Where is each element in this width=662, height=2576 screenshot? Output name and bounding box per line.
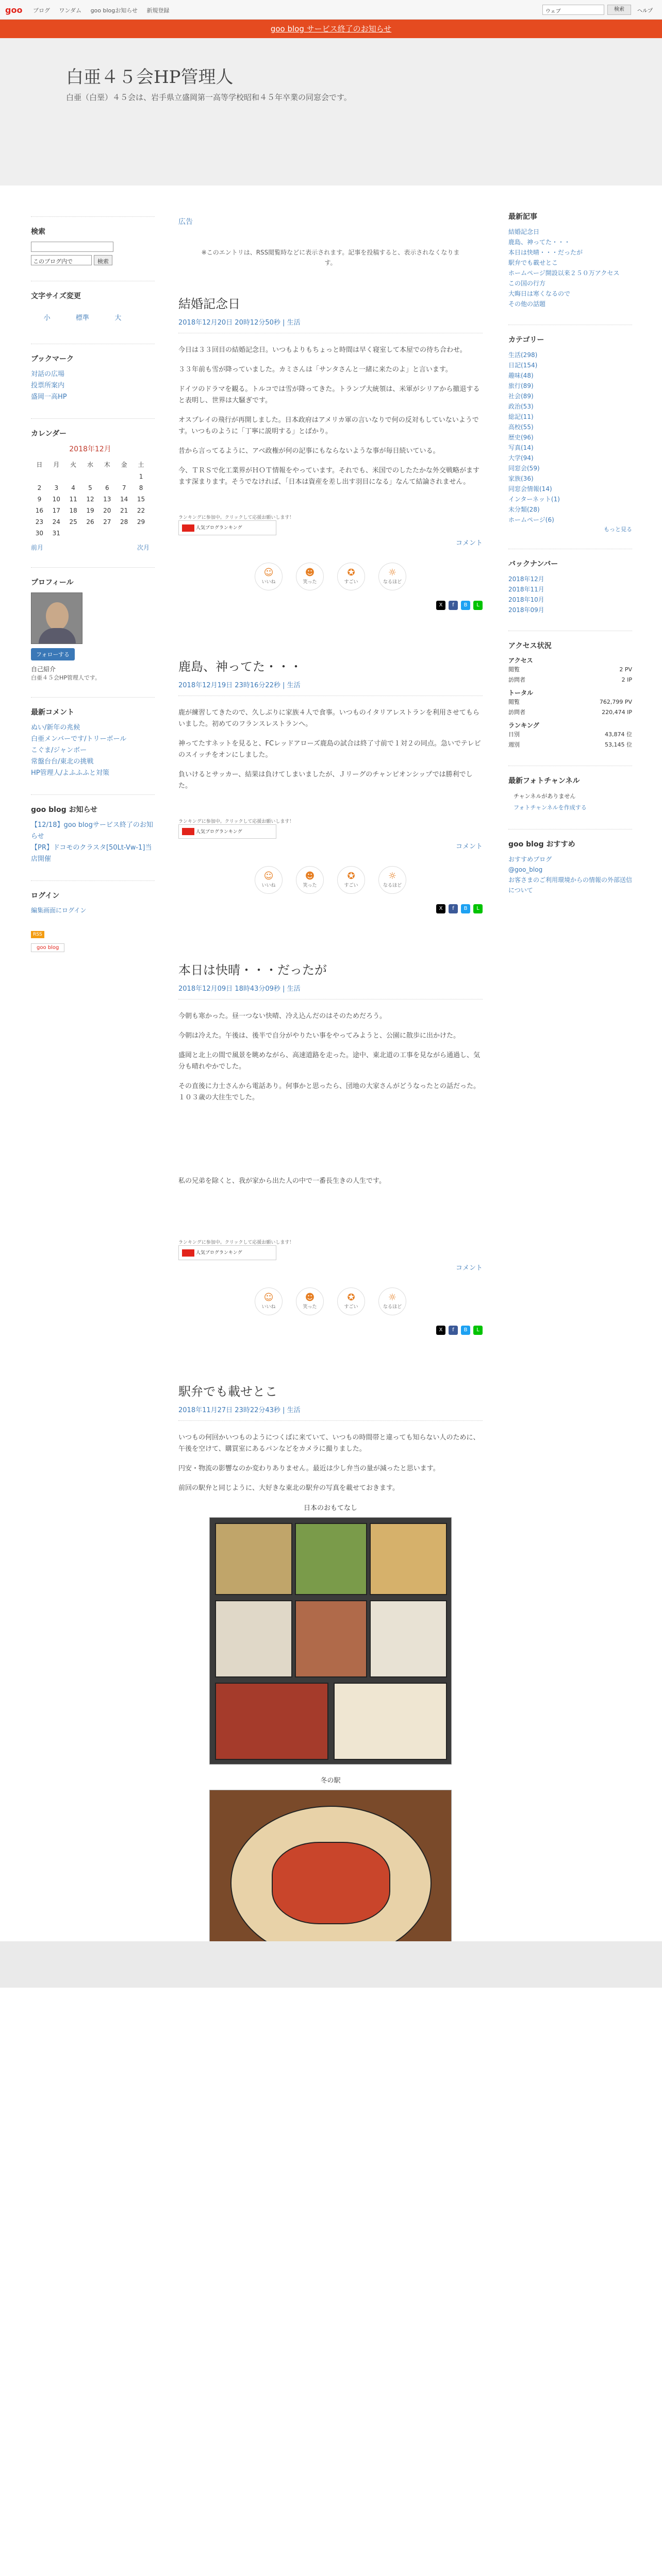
- post-paragraph: 前回の駅弁と同じように、大好きな東北の駅弁の写真を載せておきます。: [178, 1484, 399, 1492]
- recent-post-link[interactable]: 鹿島、神ってた・・・: [508, 239, 571, 246]
- wow-icon: ✪: [347, 567, 355, 578]
- post-title[interactable]: 鹿島、神ってた・・・: [178, 659, 302, 674]
- blog-search-input[interactable]: [31, 242, 113, 252]
- cal-day: [82, 528, 99, 539]
- post-paragraph: 今朝は冷えた。午後は、後半で自分がやりたい事をやってみようと、公園に散歩に出かけた。: [178, 1032, 460, 1040]
- access-total-label: トータル: [508, 689, 534, 697]
- facebook-share-icon[interactable]: f: [449, 1326, 458, 1335]
- post-title[interactable]: 結婚記念日: [178, 297, 240, 311]
- cal-day: 14: [120, 496, 128, 503]
- category-link[interactable]: 写真(14): [508, 444, 534, 451]
- rss-info-text: ※このエントリは、RSS閲覧時などに表示されます。記事を投稿すると、表示されなくなります。: [201, 249, 460, 266]
- facebook-share-icon[interactable]: f: [449, 904, 458, 913]
- recent-post-link[interactable]: この国の行方: [508, 280, 546, 287]
- recent-post-link[interactable]: ホームページ開設以来２５０万アクセス: [508, 269, 620, 277]
- cal-day: 22: [137, 507, 145, 514]
- blog-search-button[interactable]: 検索: [94, 255, 112, 265]
- weekday: 土: [138, 461, 144, 468]
- stat-value: 762,799 PV: [599, 699, 632, 705]
- comments-heading: 最新コメント: [31, 708, 74, 717]
- post-meta[interactable]: 2018年12月09日 18時43分09秒 | 生活: [178, 983, 483, 999]
- bookmark-link[interactable]: 投票所案内: [31, 382, 65, 389]
- cal-day: 18: [69, 507, 77, 514]
- cal-day: 13: [103, 496, 111, 503]
- ranking-link[interactable]: 人気ブログランキング: [195, 526, 242, 531]
- cal-day: 20: [103, 507, 111, 514]
- goo-top-bar: [0, 0, 662, 20]
- x-share-icon[interactable]: X: [436, 904, 445, 913]
- cal-day: [82, 471, 99, 482]
- follow-button[interactable]: フォローする: [31, 648, 75, 660]
- font-size-heading: 文字サイズ変更: [31, 292, 81, 300]
- cal-day: 26: [86, 518, 94, 526]
- cal-day: 21: [120, 507, 128, 514]
- font-size-large[interactable]: 大: [114, 314, 122, 322]
- cal-day: 28: [120, 518, 128, 526]
- cal-day: [48, 471, 65, 482]
- cal-day: 8: [139, 484, 143, 492]
- photo-channel-heading: 最新フォトチャンネル: [508, 777, 580, 785]
- ranking-text: ランキングに参加中。クリックして応援お願いします！: [178, 1240, 294, 1245]
- calendar-month: 2018年12月: [69, 445, 111, 453]
- category-link[interactable]: 日記(154): [508, 362, 538, 369]
- comment-link[interactable]: 常盤台台/東北の挑戦: [31, 758, 94, 766]
- cal-day: 4: [71, 484, 75, 492]
- goo-logo[interactable]: goo: [5, 5, 23, 15]
- cal-day: 30: [35, 530, 44, 537]
- top-link-blog[interactable]: ブログ: [33, 7, 50, 14]
- cal-day: [98, 528, 115, 539]
- cal-day: [115, 528, 133, 539]
- laugh-icon: ☻: [305, 1292, 315, 1303]
- post-paragraph: 今、ＴＲＳで化工業界がＨＯＴ情報をやっています。それでも、米国でのしたたかな外交戦略がますます深まります。そうでなければ、「日本は資産を差し出す羽目になる」なんて結論されません。: [178, 467, 479, 486]
- bookmark-share-icon[interactable]: B: [461, 904, 470, 913]
- access-today-label: アクセス: [508, 657, 533, 664]
- ranking-banner[interactable]: [178, 824, 276, 839]
- top-link-register[interactable]: 新規登録: [146, 7, 170, 14]
- laugh-icon: ☻: [305, 871, 315, 882]
- backnumber-link[interactable]: 2018年11月: [508, 586, 544, 593]
- top-search-button[interactable]: 検索: [607, 5, 631, 15]
- ad-band: [0, 1941, 662, 1988]
- stat-value: 2 PV: [619, 666, 632, 673]
- blog-post: [178, 294, 483, 610]
- top-link-notice[interactable]: goo blogお知らせ: [90, 7, 138, 14]
- backnumber-section: [508, 549, 632, 615]
- post-paragraph: いつもの何回かいつものようにつくばに来ていて、いつもの時間帯と違っても知らない人のために、午後を空けて、購買室にあるパンなどをカメラに撮りました。: [178, 1433, 480, 1453]
- avatar[interactable]: [31, 592, 82, 644]
- cal-day: 9: [37, 496, 42, 503]
- login-link[interactable]: 編集画面にログイン: [31, 907, 87, 914]
- cal-day: 31: [52, 530, 60, 537]
- cal-day: 3: [54, 484, 59, 492]
- profile-heading: プロフィール: [31, 579, 74, 587]
- stat-value: 220,474 IP: [602, 709, 632, 716]
- category-link[interactable]: 同窓会(59): [508, 465, 540, 472]
- stat-label: 週別: [508, 741, 520, 748]
- bookmark-section: [31, 344, 155, 403]
- post-title[interactable]: 駅弁でも載せとこ: [178, 1384, 277, 1399]
- cal-day: 12: [86, 496, 94, 503]
- line-share-icon[interactable]: L: [473, 601, 483, 610]
- comment-link[interactable]: コメント: [455, 539, 483, 547]
- reaction-button[interactable]: ☺ いいね: [255, 1287, 283, 1315]
- blog-title[interactable]: 白亜４５会HP管理人: [66, 67, 234, 88]
- post-paragraph: 私の兄弟を除くと、我が家から出た人の中で一番長生きの人生です。: [178, 1177, 386, 1185]
- category-link[interactable]: 家族(36): [508, 475, 534, 482]
- post-paragraph: 神ってたすネットを見ると、FCレッドアローズ鹿島の試合は終了寸前で１対２の同点。急いでテレビのスイッチをオンにしました。: [178, 739, 481, 759]
- post-paragraph: オスプレイの飛行が再開しました。日本政府はアメリカ軍の言いなりで何の反対もしていないようです。いつものように「丁寧に説明する」とばかり。: [178, 416, 479, 435]
- font-size-small[interactable]: 小: [43, 314, 51, 322]
- font-size-normal[interactable]: 標準: [75, 314, 89, 322]
- goo-notice-section: [31, 794, 155, 865]
- x-share-icon[interactable]: X: [436, 1326, 445, 1335]
- category-link[interactable]: 趣味(48): [508, 372, 534, 379]
- reaction-button[interactable]: ☼ なるほど: [378, 1287, 406, 1315]
- line-share-icon[interactable]: L: [473, 1326, 483, 1335]
- photo-caption: 冬の駅: [320, 1776, 341, 1785]
- recent-post-link[interactable]: 本日は快晴・・・だったが: [508, 249, 583, 256]
- bookmark-link[interactable]: 対話の広場: [31, 370, 65, 378]
- comment-link[interactable]: ぬい/新年の兆候: [31, 724, 80, 732]
- laugh-icon: ☻: [305, 567, 315, 578]
- reaction-button[interactable]: ✪ すごい: [337, 1287, 365, 1315]
- privacy-link[interactable]: お客さまのご利用環境からの情報の外部送信について: [508, 876, 633, 894]
- post-paragraph: その直後に力士さんから電話あり。何事かと思ったら、団地の大家さんがどうなったとの話だった。１０３歳の大往生でした。: [178, 1082, 481, 1101]
- x-share-icon[interactable]: X: [436, 601, 445, 610]
- cal-day: [133, 528, 150, 539]
- goo-recommend-heading: goo blog おすすめ: [508, 840, 575, 849]
- category-more-link[interactable]: もっと見る: [604, 526, 632, 533]
- photo-channel-create-link[interactable]: フォトチャンネルを作成する: [514, 804, 587, 811]
- reaction-button[interactable]: ☼ なるほど: [378, 563, 406, 590]
- category-section: [508, 325, 632, 533]
- ranking-icon: [182, 828, 194, 835]
- post-meta[interactable]: 2018年12月19日 23時16分22秒 | 生活: [178, 680, 483, 696]
- cal-day: [115, 471, 133, 482]
- bookmark-heading: ブックマーク: [31, 355, 74, 363]
- reaction-button[interactable]: ☻ 笑った: [296, 1287, 324, 1315]
- wow-icon: ✪: [347, 1292, 355, 1303]
- help-link[interactable]: ヘルプ: [637, 8, 653, 14]
- comment-link[interactable]: コメント: [455, 843, 483, 851]
- weekday: 木: [104, 461, 110, 468]
- recent-post-link[interactable]: その他の話題: [508, 300, 546, 308]
- stat-label: 日別: [508, 731, 520, 738]
- cal-day: 10: [52, 496, 60, 503]
- backnumber-link[interactable]: 2018年12月: [508, 575, 544, 583]
- cal-day: 17: [52, 507, 60, 514]
- blog-post: [178, 1381, 483, 1975]
- goo-blog-badge[interactable]: goo blog: [31, 943, 64, 952]
- weekday: 金: [121, 461, 127, 468]
- reaction-button[interactable]: ☺ いいね: [255, 563, 283, 590]
- recent-posts-section: [508, 202, 632, 309]
- blog-header: [0, 38, 662, 185]
- calendar-section: [31, 418, 155, 552]
- main-content: [178, 216, 483, 2022]
- post-paragraph: 昔から言ってるように、アベ政権が何の記事にもならないような事が毎日続いている。: [178, 447, 440, 455]
- ranking-link[interactable]: 人気ブログランキング: [195, 1250, 242, 1256]
- smile-icon: ☺: [263, 871, 274, 882]
- stat-label: 閲覧: [508, 666, 520, 673]
- cal-day: 11: [69, 496, 77, 503]
- left-sidebar: [31, 216, 155, 968]
- category-link[interactable]: 政治(53): [508, 403, 534, 410]
- goo-notice-link[interactable]: 【12/18】goo blogサービス終了のお知らせ: [31, 821, 153, 840]
- ranking-banner[interactable]: [178, 1245, 276, 1260]
- login-section: [31, 880, 155, 952]
- category-link[interactable]: 生活(298): [508, 351, 538, 359]
- post-meta[interactable]: 2018年12月20日 20時12分50秒 | 生活: [178, 317, 483, 333]
- comment-link[interactable]: 白亜メンバーです/トリーボール: [31, 735, 127, 743]
- category-link[interactable]: ホームページ(6): [508, 516, 554, 523]
- nod-icon: ☼: [388, 871, 397, 882]
- post-paragraph: 今朝も寒かった。昼一つない快晴、冷え込んだのはそのためだろう。: [178, 1012, 387, 1020]
- stat-value: 53,145 位: [605, 741, 632, 748]
- cal-day: 16: [35, 507, 44, 514]
- ranking-text: ランキングに参加中。クリックして応援お願いします！: [178, 515, 294, 520]
- photo-caption: 日本のおもてなし: [303, 1504, 357, 1512]
- cal-day: 1: [139, 473, 143, 480]
- cal-day: 29: [137, 518, 145, 526]
- weekday: 水: [87, 461, 93, 468]
- post-paragraph: 盛岡と北上の間で風景を眺めながら、高速道路を走った。途中、東北道の工事を見ながら通過し、気分も晴れやかでした。: [178, 1052, 481, 1071]
- goo-recommend-section: [508, 829, 632, 895]
- stat-value: 2 IP: [621, 676, 632, 683]
- post-paragraph: ドイツのドラマを観る。トルコでは雪が降ってきた。トランプ大統領は、米軍がシリアから撤退すると表明し、世界は大騒ぎです。: [178, 385, 480, 404]
- post-title[interactable]: 本日は快晴・・・だったが: [178, 963, 327, 977]
- backnumber-link[interactable]: 2018年09月: [508, 606, 544, 614]
- font-size-section: [31, 281, 155, 328]
- photo-channel-section: [508, 766, 632, 814]
- category-link[interactable]: インターネット(1): [508, 496, 560, 503]
- ranking-icon: [182, 1249, 194, 1257]
- blog-post: [178, 960, 483, 1335]
- ranking-text: ランキングに参加中。クリックして応援お願いします！: [178, 819, 294, 824]
- backnumber-link[interactable]: 2018年10月: [508, 596, 544, 603]
- cal-day: [65, 528, 82, 539]
- access-heading: アクセス状況: [508, 642, 552, 650]
- bookmark-share-icon[interactable]: B: [461, 1326, 470, 1335]
- reaction-button[interactable]: ☼ なるほど: [378, 866, 406, 894]
- category-link[interactable]: 高校(55): [508, 423, 534, 431]
- goo-notice-link[interactable]: 【PR】ドコモのクラスタ[50Lt-Vw-1]当店開催: [31, 844, 152, 863]
- service-end-notice[interactable]: goo blog サービス終了のお知らせ: [0, 20, 662, 38]
- post-paragraph: 円安・物流の影響なのか変わりありません。最近は少し弁当の量が減ったと思います。: [178, 1464, 440, 1472]
- category-link[interactable]: 同窓会情報(14): [508, 485, 552, 493]
- calendar-next[interactable]: 次月: [137, 544, 150, 551]
- post-paragraph: 鹿が練習してきたので、久しぶりに家族４人で食事。いつものイタリアレストランを利用させてもらいました。初めてのフランスレストランへ。: [178, 708, 479, 728]
- ad-label[interactable]: 広告: [178, 218, 193, 226]
- weekday: 日: [36, 461, 43, 468]
- comment-link[interactable]: こぐま/ジャンボー: [31, 747, 87, 754]
- ranking-link[interactable]: 人気ブログランキング: [195, 829, 242, 835]
- cal-day: 19: [86, 507, 94, 514]
- stat-label: 閲覧: [508, 699, 520, 705]
- comment-link[interactable]: HP管理人/よふふふと対策: [31, 769, 109, 777]
- cal-day: 6: [105, 484, 109, 492]
- smile-icon: ☺: [263, 1292, 274, 1303]
- stat-label: 訪問者: [508, 709, 525, 716]
- top-search-input[interactable]: ウェブ: [542, 5, 604, 15]
- stat-value: 43,874 位: [605, 731, 632, 738]
- cal-day: 7: [122, 484, 126, 492]
- category-link[interactable]: 歴史(96): [508, 434, 534, 441]
- profile-text: 白亜４５会HP管理人です。: [31, 674, 101, 681]
- weekday: 火: [70, 461, 77, 468]
- goo-notice-heading: goo blog お知らせ: [31, 806, 98, 814]
- right-sidebar: [508, 202, 632, 911]
- category-link[interactable]: 社会(89): [508, 393, 534, 400]
- cal-day: [98, 471, 115, 482]
- calendar-table: [31, 458, 150, 539]
- calendar-heading: カレンダー: [31, 430, 67, 438]
- category-link[interactable]: 大学(94): [508, 454, 534, 462]
- comments-section: [31, 697, 155, 779]
- access-section: [508, 631, 632, 750]
- category-link[interactable]: 旅行(89): [508, 382, 534, 389]
- cal-day: 25: [69, 518, 77, 526]
- wow-icon: ✪: [347, 871, 355, 882]
- recent-post-link[interactable]: 結婚記念日: [508, 228, 540, 235]
- facebook-share-icon[interactable]: f: [449, 601, 458, 610]
- category-heading: カテゴリー: [508, 336, 544, 344]
- reaction-button[interactable]: ☻ 笑った: [296, 563, 324, 590]
- search-scope-select[interactable]: このブログ内で: [31, 255, 92, 265]
- recent-post-link[interactable]: 大晦日は寒くなるので: [508, 290, 571, 297]
- reaction-button[interactable]: ☻ 笑った: [296, 866, 324, 894]
- cal-day: 24: [52, 518, 60, 526]
- reaction-button[interactable]: ☺ いいね: [255, 866, 283, 894]
- rss-icon[interactable]: RSS: [31, 931, 44, 938]
- bookmark-share-icon[interactable]: B: [461, 601, 470, 610]
- blog-description: 白亜（白堊）４５会は、岩手県立盛岡第一高等学校昭和４５年卒業の同窓会です。: [66, 93, 352, 102]
- bento-photo: [209, 1517, 452, 1765]
- reaction-button[interactable]: ✪ すごい: [337, 866, 365, 894]
- comment-link[interactable]: コメント: [455, 1264, 483, 1272]
- search-section: [31, 216, 155, 265]
- twitter-link[interactable]: @goo_blog: [508, 866, 543, 873]
- cal-day: 27: [103, 518, 111, 526]
- reaction-button[interactable]: ✪ すごい: [337, 563, 365, 590]
- login-heading: ログイン: [31, 892, 60, 900]
- post-paragraph: 今日は３３回目の結婚記念日。いつもよりもちょっと時間は早く寝室して本屋での待ち合わせ。: [178, 346, 467, 354]
- recent-post-link[interactable]: 駅弁でも載せとこ: [508, 259, 558, 266]
- smile-icon: ☺: [263, 567, 274, 578]
- nod-icon: ☼: [388, 1292, 397, 1303]
- post-meta[interactable]: 2018年11月27日 23時22分43秒 | 生活: [178, 1404, 483, 1421]
- ranking-icon: [182, 524, 194, 532]
- cal-day: [65, 471, 82, 482]
- cal-day: 15: [137, 496, 145, 503]
- goo-top-links: [33, 6, 176, 14]
- bookmark-link[interactable]: 盛岡一高HP: [31, 393, 67, 401]
- recommend-link[interactable]: おすすめブログ: [508, 856, 552, 863]
- post-paragraph: ３３年前も雪が降っていました。カミさんは「サンタさんと一緒に来たのよ」と言います。: [178, 366, 452, 374]
- cal-day: 23: [35, 518, 44, 526]
- category-link[interactable]: 総記(11): [508, 413, 534, 420]
- search-heading: 検索: [31, 228, 45, 236]
- ranking-banner[interactable]: [178, 520, 276, 535]
- profile-name: 自己紹介: [31, 666, 56, 673]
- recent-posts-heading: 最新記事: [508, 213, 537, 221]
- weekday: 月: [53, 461, 60, 468]
- nod-icon: ☼: [388, 567, 397, 578]
- backnumber-heading: バックナンバー: [508, 560, 558, 568]
- blog-post: [178, 656, 483, 914]
- top-link-wandam[interactable]: ワンダム: [59, 7, 82, 14]
- calendar-prev[interactable]: 前月: [31, 544, 44, 551]
- stat-label: 訪問者: [508, 676, 525, 683]
- access-rank-label: ランキング: [508, 722, 539, 729]
- profile-section: [31, 567, 155, 682]
- line-share-icon[interactable]: L: [473, 904, 483, 913]
- post-paragraph: 負いけるとサッカー、結果は負けてしまいましたが、Ｊリーグのチャンピオンシップでは勝利でした。: [178, 770, 473, 790]
- category-link[interactable]: 未分類(28): [508, 506, 540, 513]
- photo-channel-empty: チャンネルがありません: [514, 793, 576, 800]
- cal-day: 2: [37, 484, 42, 492]
- cal-day: 5: [88, 484, 92, 492]
- cal-day: [31, 471, 48, 482]
